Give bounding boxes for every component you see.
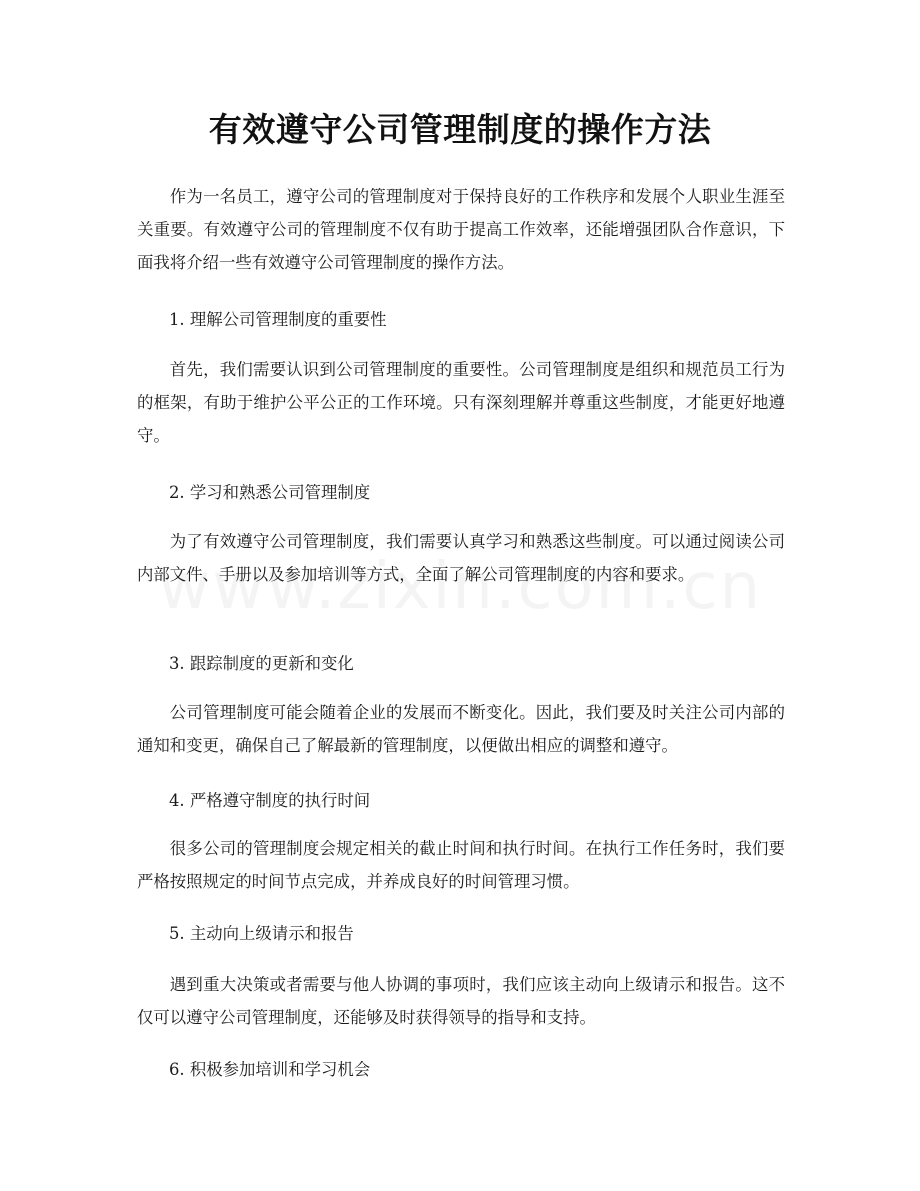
section-heading-6: 6. 积极参加培训和学习机会: [169, 1060, 371, 1079]
section-heading-3: 3. 跟踪制度的更新和变化: [169, 654, 354, 673]
section-heading-1: 1. 理解公司管理制度的重要性: [169, 310, 387, 329]
intro-paragraph: 作为一名员工，遵守公司的管理制度对于保持良好的工作秩序和发展个人职业生涯至关重要。有效遵守公司的管理制度不仅有助于提高工作效率，还能增强团队合作意识，下面我将介绍一些有效遵守公司管理制度的操作方法。: [137, 187, 785, 272]
document-title: 有效遵守公司管理制度的操作方法: [208, 110, 712, 149]
section-body-3: 公司管理制度可能会随着企业的发展而不断变化。因此，我们要及时关注公司内部的通知和变更，确保自己了解最新的管理制度，以便做出相应的调整和遵守。: [137, 703, 785, 755]
section-body-4: 很多公司的管理制度会规定相关的截止时间和执行时间。在执行工作任务时，我们要严格按照规定的时间节点完成，并养成良好的时间管理习惯。: [137, 839, 785, 891]
section-heading-5: 5. 主动向上级请示和报告: [169, 924, 354, 943]
section-heading-4: 4. 严格遵守制度的执行时间: [169, 791, 371, 810]
section-body-2: 为了有效遵守公司管理制度，我们需要认真学习和熟悉这些制度。可以通过阅读公司内部文件、手册以及参加培训等方式，全面了解公司管理制度的内容和要求。: [137, 532, 785, 584]
section-body-1: 首先，我们需要认识到公司管理制度的重要性。公司管理制度是组织和规范员工行为的框架，有助于维护公平公正的工作环境。只有深刻理解并尊重这些制度，才能更好地遵守。: [137, 360, 785, 445]
section-heading-2: 2. 学习和熟悉公司管理制度: [169, 483, 371, 502]
section-body-5: 遇到重大决策或者需要与他人协调的事项时，我们应该主动向上级请示和报告。这不仅可以遵守公司管理制度，还能够及时获得领导的指导和支持。: [137, 975, 785, 1027]
